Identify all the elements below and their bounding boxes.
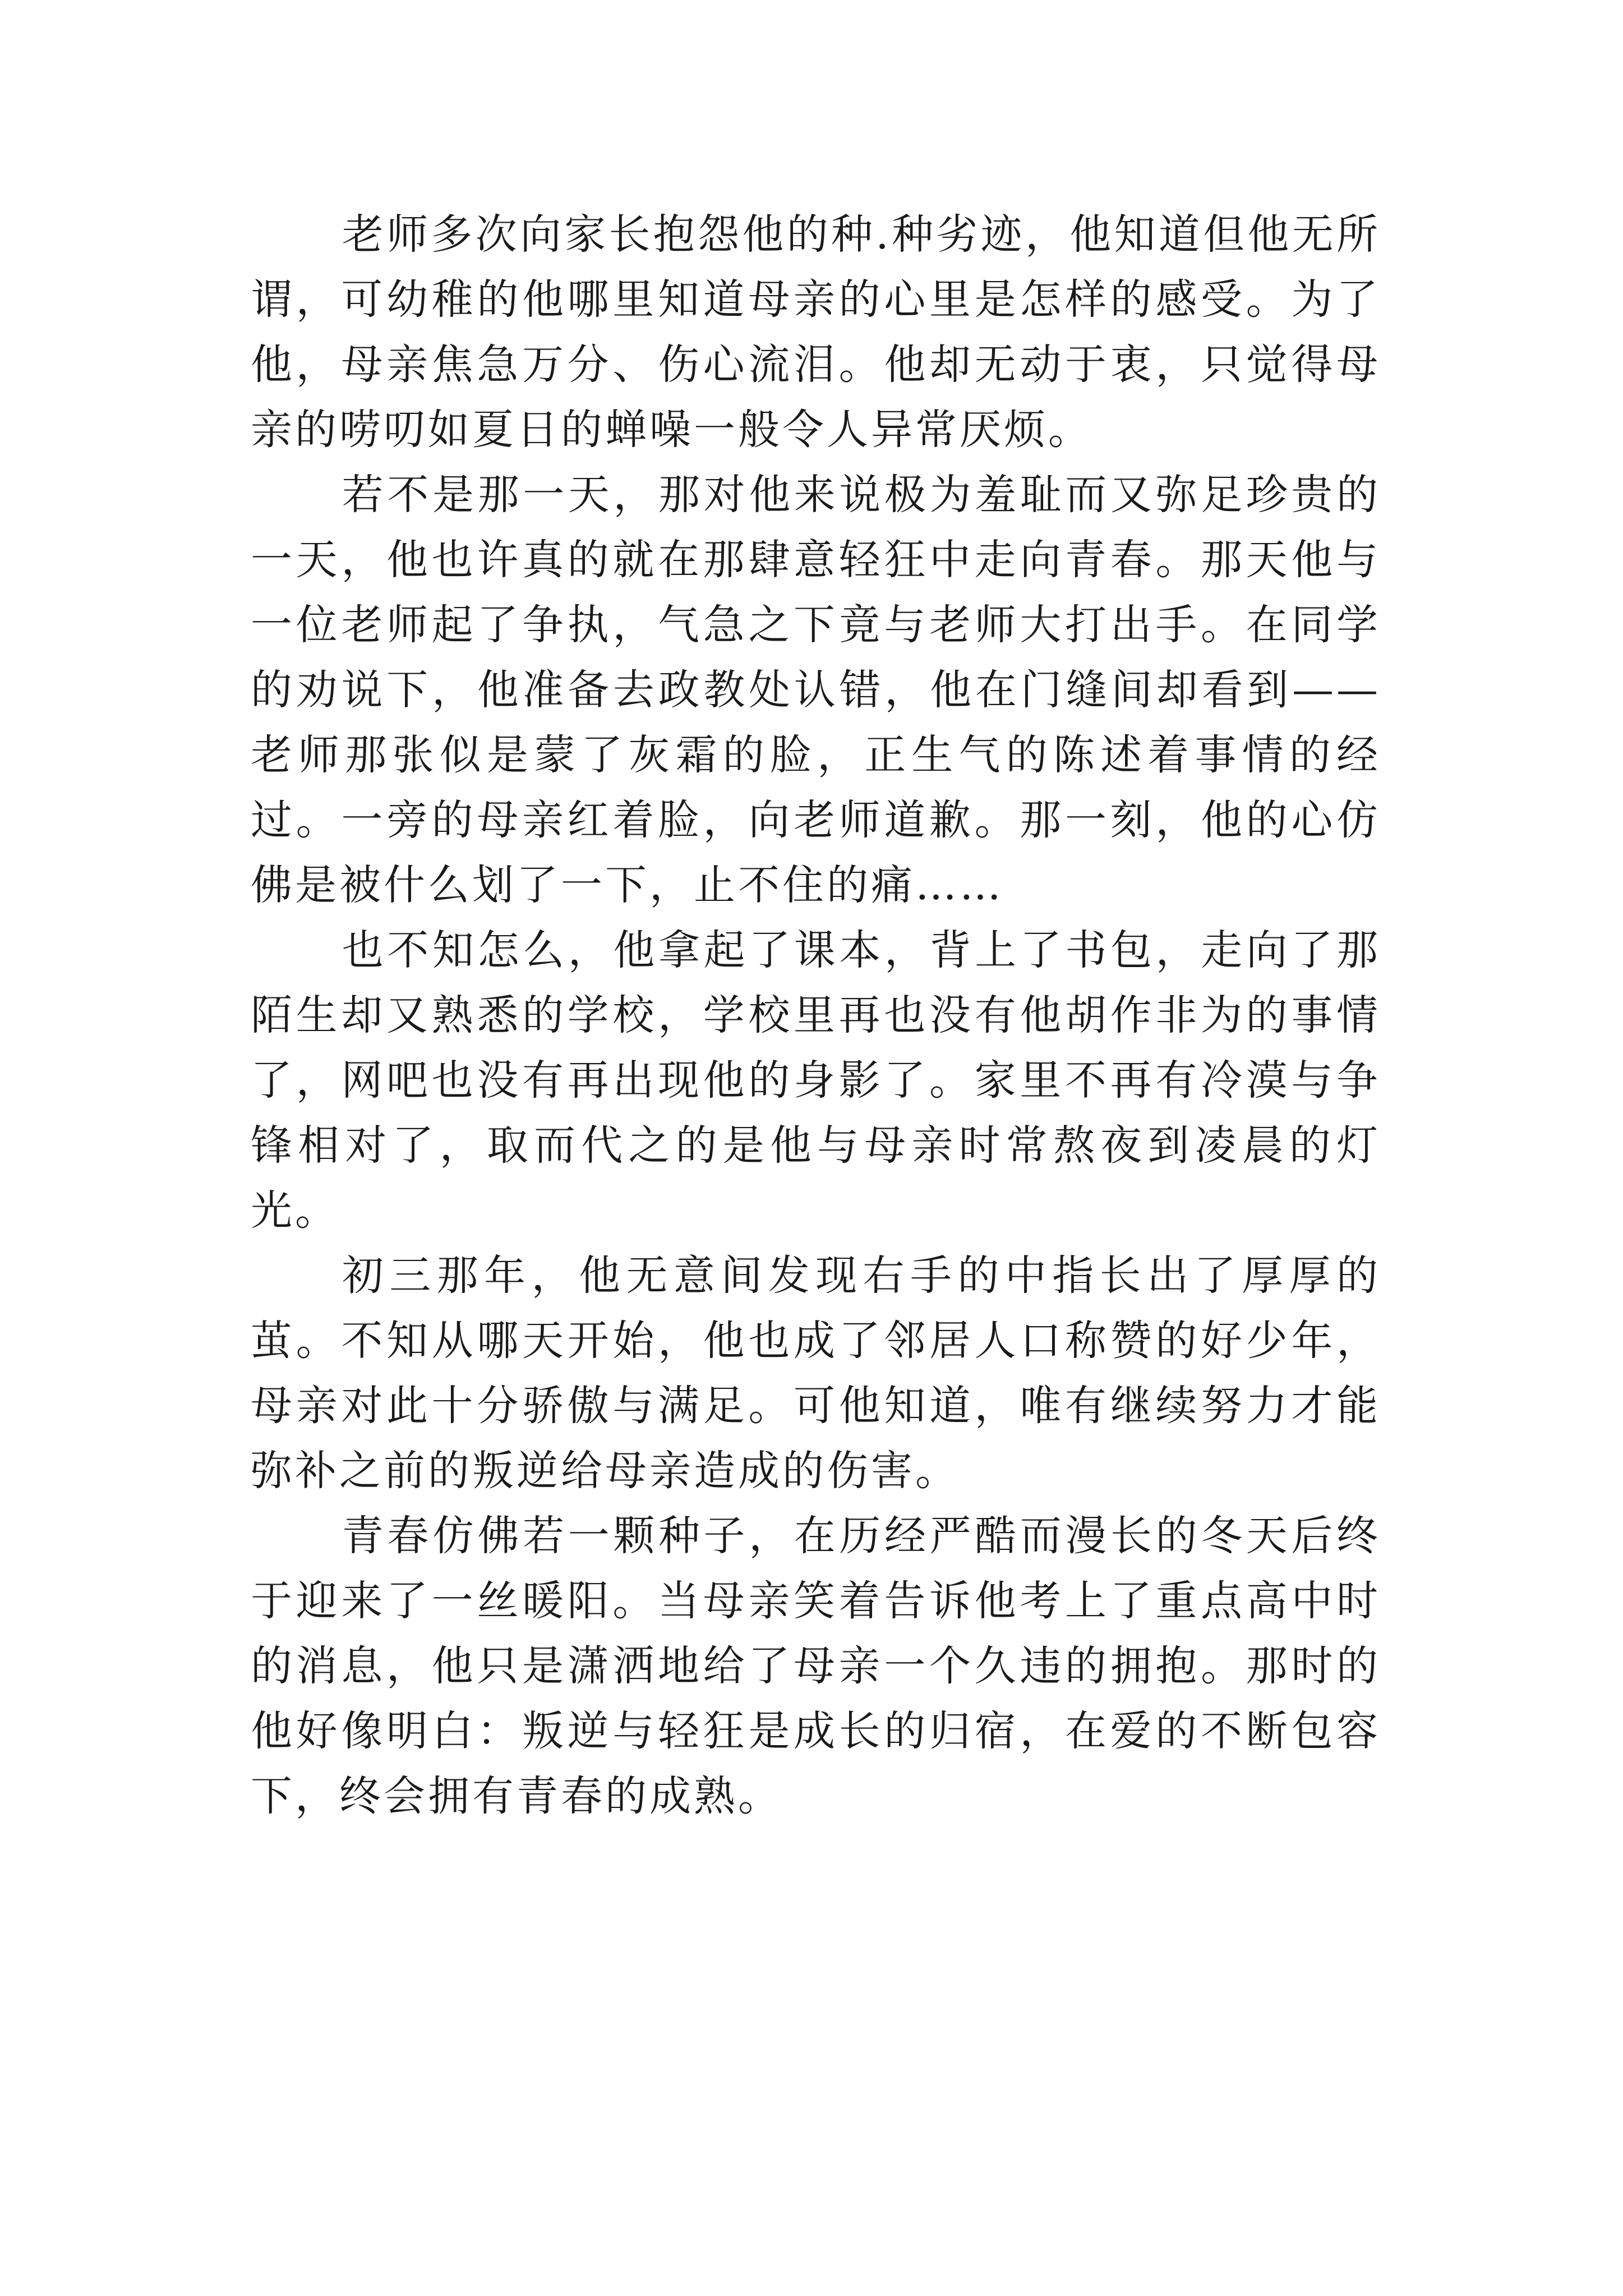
paragraph-2: 若不是那一天，那对他来说极为羞耻而又弥足珍贵的一天，他也许真的就在那肆意轻狂中走向青春。那天他与一位老师起了争执，气急之下竟与老师大打出手。在同学的劝说下，他准备去政教处认错，他在门缝间却看到——老师那张似是蒙了灰霜的脸，正生气的陈述着事情的经过。一旁的母亲红着脸，向老师道歉。那一刻，他的心仿佛是被什么划了一下，止不住的痛…… bbox=[251, 471, 1381, 909]
document-body bbox=[251, 202, 1381, 1829]
paragraph-4: 初三那年，他无意间发现右手的中指长出了厚厚的茧。不知从哪天开始，他也成了邻居人口称赞的好少年，母亲对此十分骄傲与满足。可他知道，唯有继续努力才能弥补之前的叛逆给母亲造成的伤害。 bbox=[251, 1251, 1381, 1495]
paragraph-5: 青春仿佛若一颗种子，在历经严酷而漫长的冬天后终于迎来了一丝暖阳。当母亲笑着告诉他考上了重点高中时的消息，他只是潇洒地给了母亲一个久违的拥抱。那时的他好像明白：叛逆与轻狂是成长的归宿，在爱的不断包容下，终会拥有青春的成熟。 bbox=[251, 1512, 1381, 1820]
paragraph-1: 老师多次向家长抱怨他的种.种劣迹，他知道但他无所谓，可幼稚的他哪里知道母亲的心里是怎样的感受。为了他，母亲焦急万分、伤心流泪。他却无动于衷，只觉得母亲的唠叨如夏日的蝉噪一般令人异常厌烦。 bbox=[251, 210, 1381, 454]
paragraph-3: 也不知怎么，他拿起了课本，背上了书包，走向了那陌生却又熟悉的学校，学校里再也没有他胡作非为的事情了，网吧也没有再出现他的身影了。家里不再有冷漠与争锋相对了，取而代之的是他与母亲时常熬夜到凌晨的灯光。 bbox=[251, 926, 1381, 1235]
